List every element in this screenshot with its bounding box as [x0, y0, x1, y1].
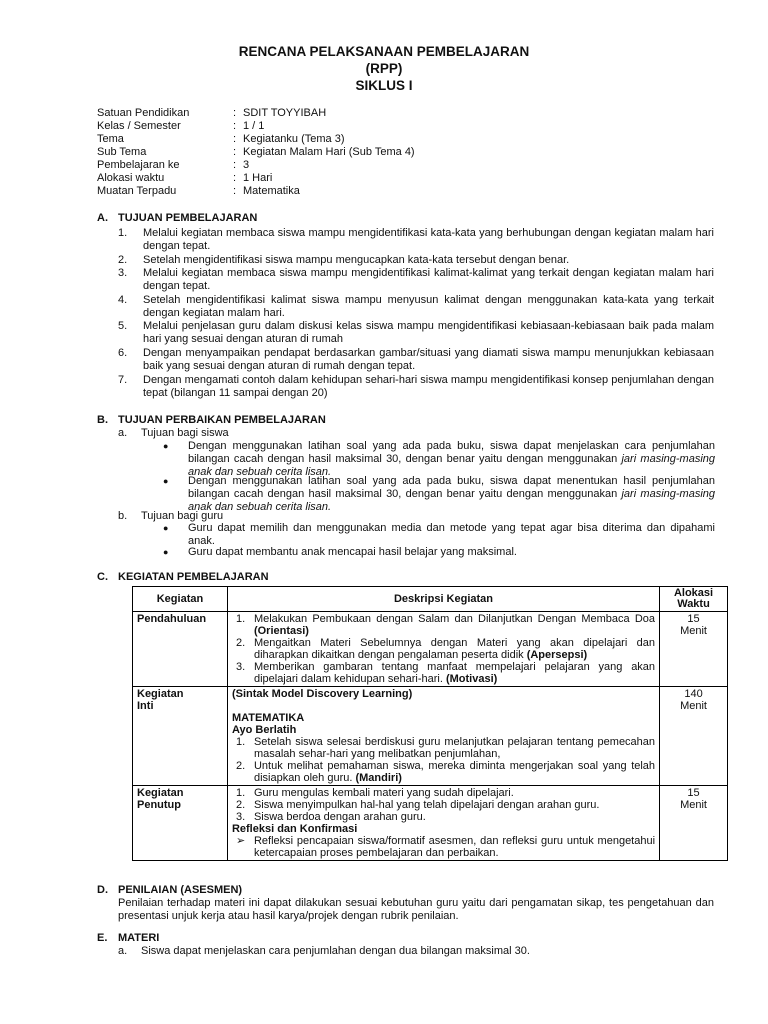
time-value: 15 [687, 613, 700, 625]
bullet-text: Guru dapat membantu anak mencapai hasil belajar yang maksimal. [188, 546, 517, 558]
item-tag: (Apersepsi) [526, 649, 588, 661]
section-title: TUJUAN PEMBELAJARAN [118, 212, 258, 224]
assessment-paragraph: Penilaian terhadap materi ini dapat dilakukan sesuai kebutuhan guru yaitu dari pengamatan sikap, tes pengetahuan dan presentasi unjuk kerja atau hasil karya/projek dengan rubrik penilaian. [118, 897, 714, 922]
time-unit: Menit [680, 700, 707, 712]
section-d-heading [97, 884, 242, 897]
item-number: 3. [235, 661, 246, 673]
table-row [133, 786, 728, 861]
section-letter: B. [97, 414, 108, 426]
item-text: Mengaitkan Materi Sebelumnya dengan Materi yang akan dipelajari dan diharapkan dikaitkan dengan pengalaman peserta didik [253, 637, 656, 661]
item-text: Siswa menyimpulkan hal-hal yang telah dipelajari dengan arahan guru. [253, 799, 600, 811]
table-header-row [133, 587, 728, 612]
item-text: Melakukan Pembukaan dengan Salam dan Dilanjutkan Dengan Membaca Doa [253, 613, 656, 625]
identity-colon: : [233, 107, 237, 119]
activity-time [660, 687, 728, 786]
item-number: 3. [118, 267, 128, 279]
spacer [232, 700, 655, 712]
bullet-text [188, 475, 715, 514]
bullet-text-plain: Dengan menggunakan latihan soal yang ada pada buku, siswa dapat menjelaskan cara penjumlahan bilangan cacah dengan hasil maksimal 30, dengan benar yaitu dengan menggunakan [188, 440, 715, 465]
identity-label: Kelas / Semester [97, 120, 181, 132]
bullet-text [188, 440, 715, 479]
identity-colon: : [233, 172, 237, 184]
identity-value: Matematika [243, 185, 300, 197]
item-number: 1. [235, 787, 246, 799]
activity-name-line: Inti [137, 700, 154, 712]
activity-name [133, 687, 228, 786]
item-text: Melalui kegiatan membaca siswa mampu mengidentifikasi kata-kata yang berhubungan dengan kegiatan malam hari dengan tepat. [143, 227, 714, 252]
section-letter: C. [97, 571, 108, 583]
section-letter: A. [97, 212, 108, 224]
section-e-heading [97, 932, 159, 945]
item-text: Dengan mengamati contoh dalam kehidupan sehari-hari siswa mampu mengidentifikasi konsep penjumlahan dengan tepat (bilangan 11 sampai dengan 20) [143, 374, 714, 399]
list-item [232, 787, 655, 799]
identity-value: 3 [243, 159, 250, 171]
time-unit: Menit [680, 799, 707, 811]
item-text: Guru mengulas kembali materi yang sudah dipelajari. [253, 787, 514, 799]
item-text: Memberikan gambaran tentang manfaat mempelajari pelajaran yang akan dipelajari dalam kehidupan sehari-hari. [253, 661, 656, 685]
identity-value: 1 Hari [243, 172, 273, 184]
identity-label: Muatan Terpadu [97, 185, 177, 197]
document-title: RENCANA PELAKSANAAN PEMBELAJARAN [238, 44, 530, 59]
item-number: 2. [235, 637, 246, 649]
item-number: 1. [235, 736, 246, 748]
section-a-heading [97, 212, 257, 225]
identity-colon: : [233, 159, 237, 171]
item-text: Setelah mengidentifikasi siswa mampu mengucapkan kata-kata tersebut dengan benar. [143, 254, 570, 266]
section-c-heading [97, 571, 269, 584]
list-item [232, 760, 655, 784]
section-letter: D. [97, 884, 108, 896]
activity-name [133, 786, 228, 861]
identity-value: SDIT TOYYIBAH [243, 107, 327, 119]
item-text: Melalui kegiatan membaca siswa mampu mengidentifikasi kalimat-kalimat yang terkait dengan kegiatan malam hari dengan tepat. [143, 267, 714, 292]
bullet-icon: ● [163, 441, 169, 451]
item-number: 2. [235, 799, 246, 811]
list-item [232, 661, 655, 685]
identity-label: Satuan Pendidikan [97, 107, 190, 119]
identity-label: Sub Tema [97, 146, 147, 158]
bullet-text-plain: Dengan menggunakan latihan soal yang ada pada buku, siswa dapat menentukan hasil penjumlahan bilangan cacah dengan hasil maksimal 30, dengan benar yaitu dengan menggunakan [188, 475, 715, 500]
table-header-cell: Alokasi Waktu [660, 587, 728, 612]
item-text: Setelah mengidentifikasi kalimat siswa mampu menyusun kalimat dengan menggunakan kata-kata yang terkait dengan kegiatan malam hari. [143, 294, 714, 319]
identity-label: Pembelajaran ke [97, 159, 180, 171]
activity-time [660, 612, 728, 687]
bullet-text-italic: jari masing-masing anak dan sebuah cerita lisan. [188, 488, 716, 513]
item-number: 1. [235, 613, 246, 625]
item-number: 7. [118, 374, 128, 386]
item-tag: (Motivasi) [445, 673, 498, 685]
section-title: TUJUAN PERBAIKAN PEMBELAJARAN [118, 414, 326, 426]
bullet-icon: ● [163, 476, 169, 486]
item-text: Untuk melihat pemahaman siswa, mereka diminta mengerjakan soal yang telah disiapkan oleh guru. [253, 760, 656, 784]
time-value: 140 [684, 688, 703, 700]
item-number: 5. [118, 320, 128, 332]
subject-title: MATEMATIKA [231, 712, 305, 724]
section-title: KEGIATAN PEMBELAJARAN [118, 571, 269, 583]
identity-colon: : [233, 133, 237, 145]
item-text: Dengan menyampaikan pendapat berdasarkan gambar/situasi yang diamati siswa mampu menunjukkan kebiasaan baik yang sesuai dengan aturan di rumah dengan tepat. [143, 347, 714, 372]
identity-colon: : [233, 120, 237, 132]
sublist-label: Tujuan bagi guru [141, 510, 224, 522]
activity-name-line: Kegiatan [137, 787, 184, 799]
item-text: Setelah siswa selesai berdiskusi guru melanjutkan pelajaran tentang pemecahan masalah sehar-hari yang melibatkan penjumlahan, [253, 736, 656, 760]
list-item [232, 736, 655, 760]
section-letter: E. [97, 932, 108, 944]
table-header-cell: Deskripsi Kegiatan [227, 587, 659, 612]
learning-model: (Sintak Model Discovery Learning) [231, 688, 413, 700]
item-text: Refleksi pencapaian siswa/formatif asesmen, dan refleksi guru untuk mengetahui ketercapaian proses pembelajaran dan perbaikan. [253, 835, 656, 859]
item-text: Melalui penjelasan guru dalam diskusi kelas siswa mampu mengidentifikasi kebiasaan-kebiasaan baik pada malam hari yang sesuai dengan aturan di rumah [143, 320, 714, 345]
activity-description [227, 612, 659, 687]
activity-description [227, 786, 659, 861]
bullet-text-italic: jari masing-masing anak dan sebuah cerita lisan. [188, 453, 716, 478]
section-title: PENILAIAN (ASESMEN) [118, 884, 243, 896]
item-number: 2. [235, 760, 246, 772]
activity-time [660, 786, 728, 861]
item-tag: (Mandiri) [355, 772, 402, 784]
list-item [232, 835, 655, 859]
table-row [133, 612, 728, 687]
bullet-text: Guru dapat memilih dan menggunakan media dan metode yang tepat agar bisa diterima dan dipahami anak. [188, 522, 715, 547]
identity-value: Kegiatanku (Tema 3) [243, 133, 345, 145]
list-item [232, 637, 655, 661]
item-text: Siswa berdoa dengan arahan guru. [253, 811, 426, 823]
identity-colon: : [233, 146, 237, 158]
identity-value: Kegiatan Malam Hari (Sub Tema 4) [243, 146, 415, 158]
table-row [133, 687, 728, 786]
item-text: Siswa dapat menjelaskan cara penjumlahan dengan dua bilangan maksimal 30. [141, 945, 530, 957]
item-letter: a. [118, 945, 128, 957]
item-number: 1. [118, 227, 128, 239]
table-header-cell: Kegiatan [133, 587, 228, 612]
bullet-icon: ● [163, 547, 169, 557]
section-title: MATERI [118, 932, 160, 944]
bullet-icon: ● [163, 523, 169, 533]
activity-name: Pendahuluan [133, 612, 228, 687]
sublist-letter: a. [118, 427, 128, 439]
activity-title: Ayo Berlatih [231, 724, 297, 736]
list-item [232, 811, 655, 823]
item-number: 4. [118, 294, 128, 306]
reflection-title: Refleksi dan Konfirmasi [231, 823, 358, 835]
sublist-label: Tujuan bagi siswa [141, 427, 229, 439]
list-item [232, 799, 655, 811]
list-item [232, 613, 655, 637]
time-value: 15 [687, 787, 700, 799]
document-subtitle: (RPP) [365, 61, 403, 76]
activity-description [227, 687, 659, 786]
item-number: 2. [118, 254, 128, 266]
identity-label: Tema [97, 133, 124, 145]
identity-label: Alokasi waktu [97, 172, 165, 184]
activity-name-line: Kegiatan [137, 688, 184, 700]
time-unit: Menit [680, 625, 707, 637]
item-number: 6. [118, 347, 128, 359]
arrow-bullet-icon: ➢ [235, 835, 246, 847]
identity-value: 1 / 1 [243, 120, 265, 132]
sublist-letter: b. [118, 510, 128, 522]
cycle-title: SIKLUS I [355, 78, 413, 93]
activity-name-line: Penutup [137, 799, 181, 811]
identity-colon: : [233, 185, 237, 197]
item-number: 3. [235, 811, 246, 823]
section-b-heading [97, 414, 326, 427]
activities-table [132, 586, 728, 861]
item-tag: (Orientasi) [253, 625, 309, 637]
